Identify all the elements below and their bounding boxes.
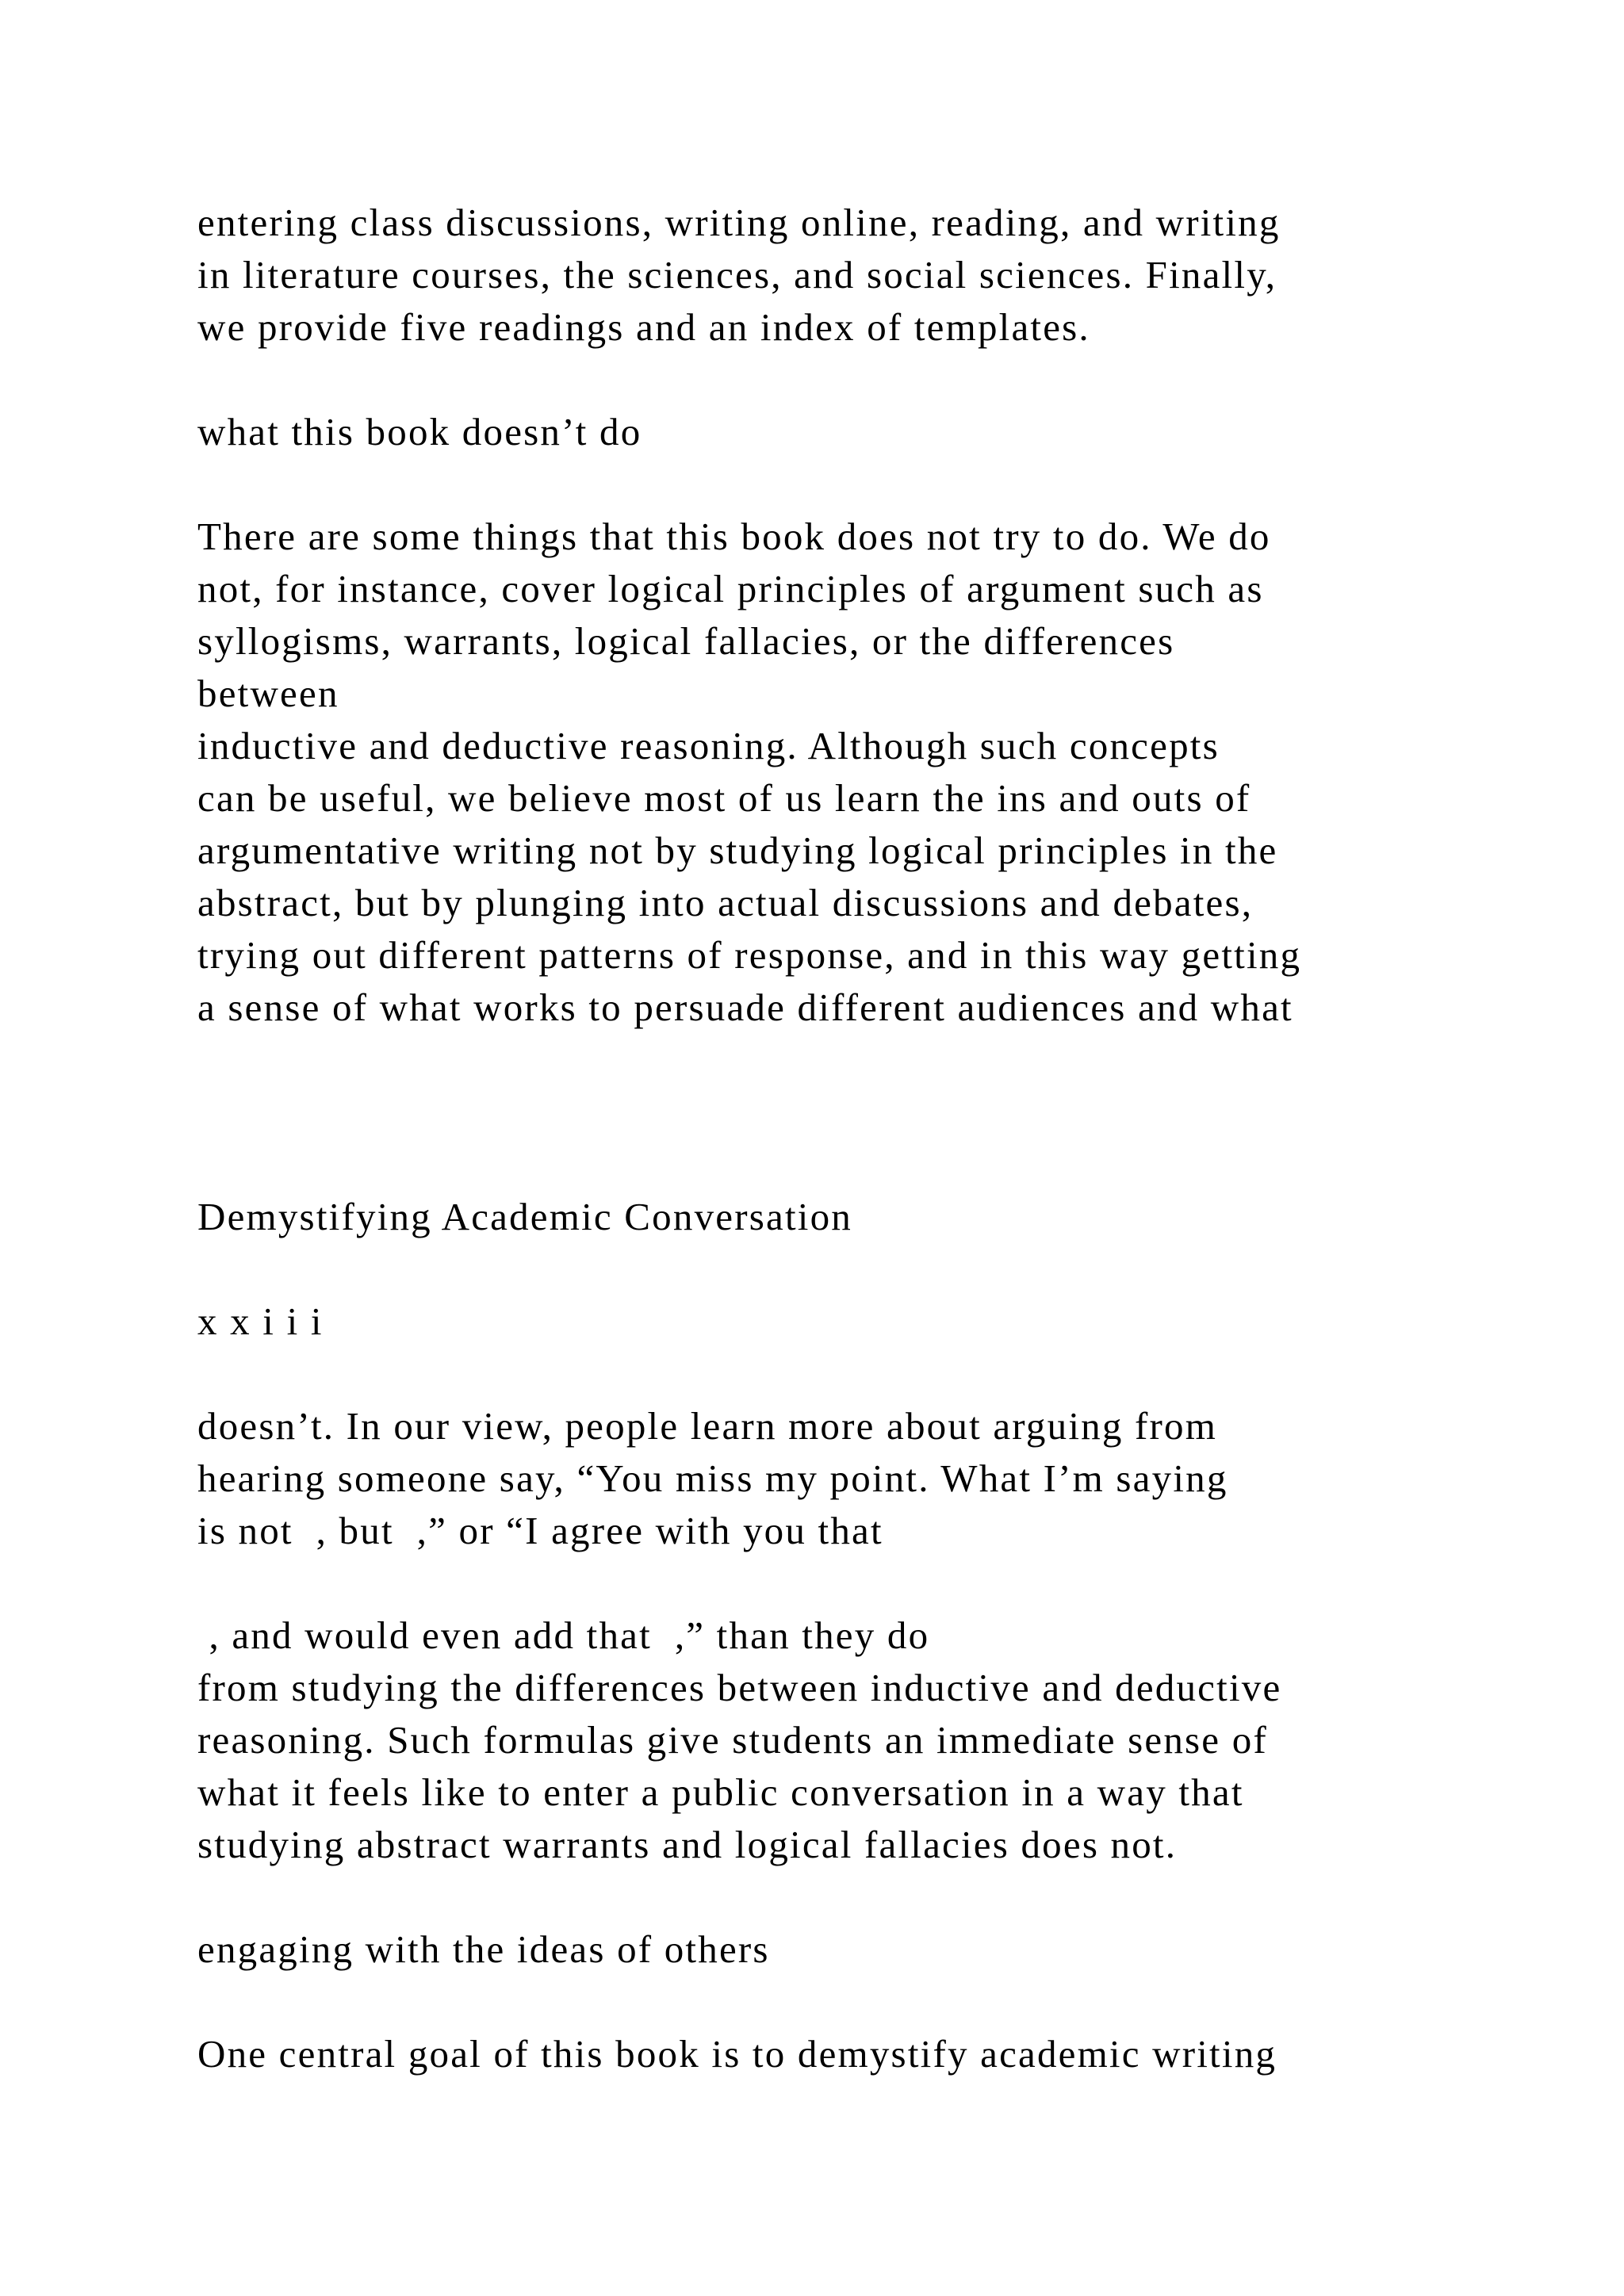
section-heading: what this book doesn’t do	[197, 410, 642, 453]
page-number: x x i i i	[197, 1299, 324, 1343]
body-text-line: what it feels like to enter a public conversation in a way that	[197, 1770, 1244, 1814]
body-text-line: trying out different patterns of response, and in this way getting	[197, 933, 1302, 977]
body-text-line: doesn’t. In our view, people learn more about arguing from	[197, 1404, 1218, 1448]
body-text-line: , and would even add that ,” than they do	[197, 1613, 930, 1657]
body-text-line: between	[197, 672, 339, 715]
body-text-line: abstract, but by plunging into actual discussions and debates,	[197, 881, 1254, 924]
body-text-line: we provide five readings and an index of templates.	[197, 305, 1090, 349]
body-text-line: reasoning. Such formulas give students an immediate sense of	[197, 1718, 1268, 1762]
section-heading: engaging with the ideas of others	[197, 1927, 770, 1971]
body-text-line: is not , but ,” or “I agree with you that	[197, 1509, 883, 1552]
body-text-line: hearing someone say, “You miss my point. What I’m saying	[197, 1456, 1228, 1500]
body-text-line: inductive and deductive reasoning. Although such concepts	[197, 724, 1220, 767]
body-text-line: There are some things that this book does not try to do. We do	[197, 515, 1271, 558]
body-text-line: argumentative writing not by studying logical principles in the	[197, 828, 1278, 872]
body-text-line: from studying the differences between inductive and deductive	[197, 1666, 1282, 1709]
body-text-line: can be useful, we believe most of us learn the ins and outs of	[197, 776, 1251, 820]
body-text-line: not, for instance, cover logical principles of argument such as	[197, 567, 1264, 610]
running-header: Demystifying Academic Conversation	[197, 1195, 852, 1238]
body-text-line: in literature courses, the sciences, and social sciences. Finally,	[197, 253, 1277, 297]
body-text-line: entering class discussions, writing online, reading, and writing	[197, 201, 1281, 244]
body-text-line: One central goal of this book is to demystify academic writing	[197, 2032, 1277, 2076]
body-text-line: studying abstract warrants and logical fallacies does not.	[197, 1823, 1178, 1866]
body-text-line: a sense of what works to persuade different audiences and what	[197, 985, 1293, 1029]
body-text-line: syllogisms, warrants, logical fallacies, or the differences	[197, 619, 1175, 663]
